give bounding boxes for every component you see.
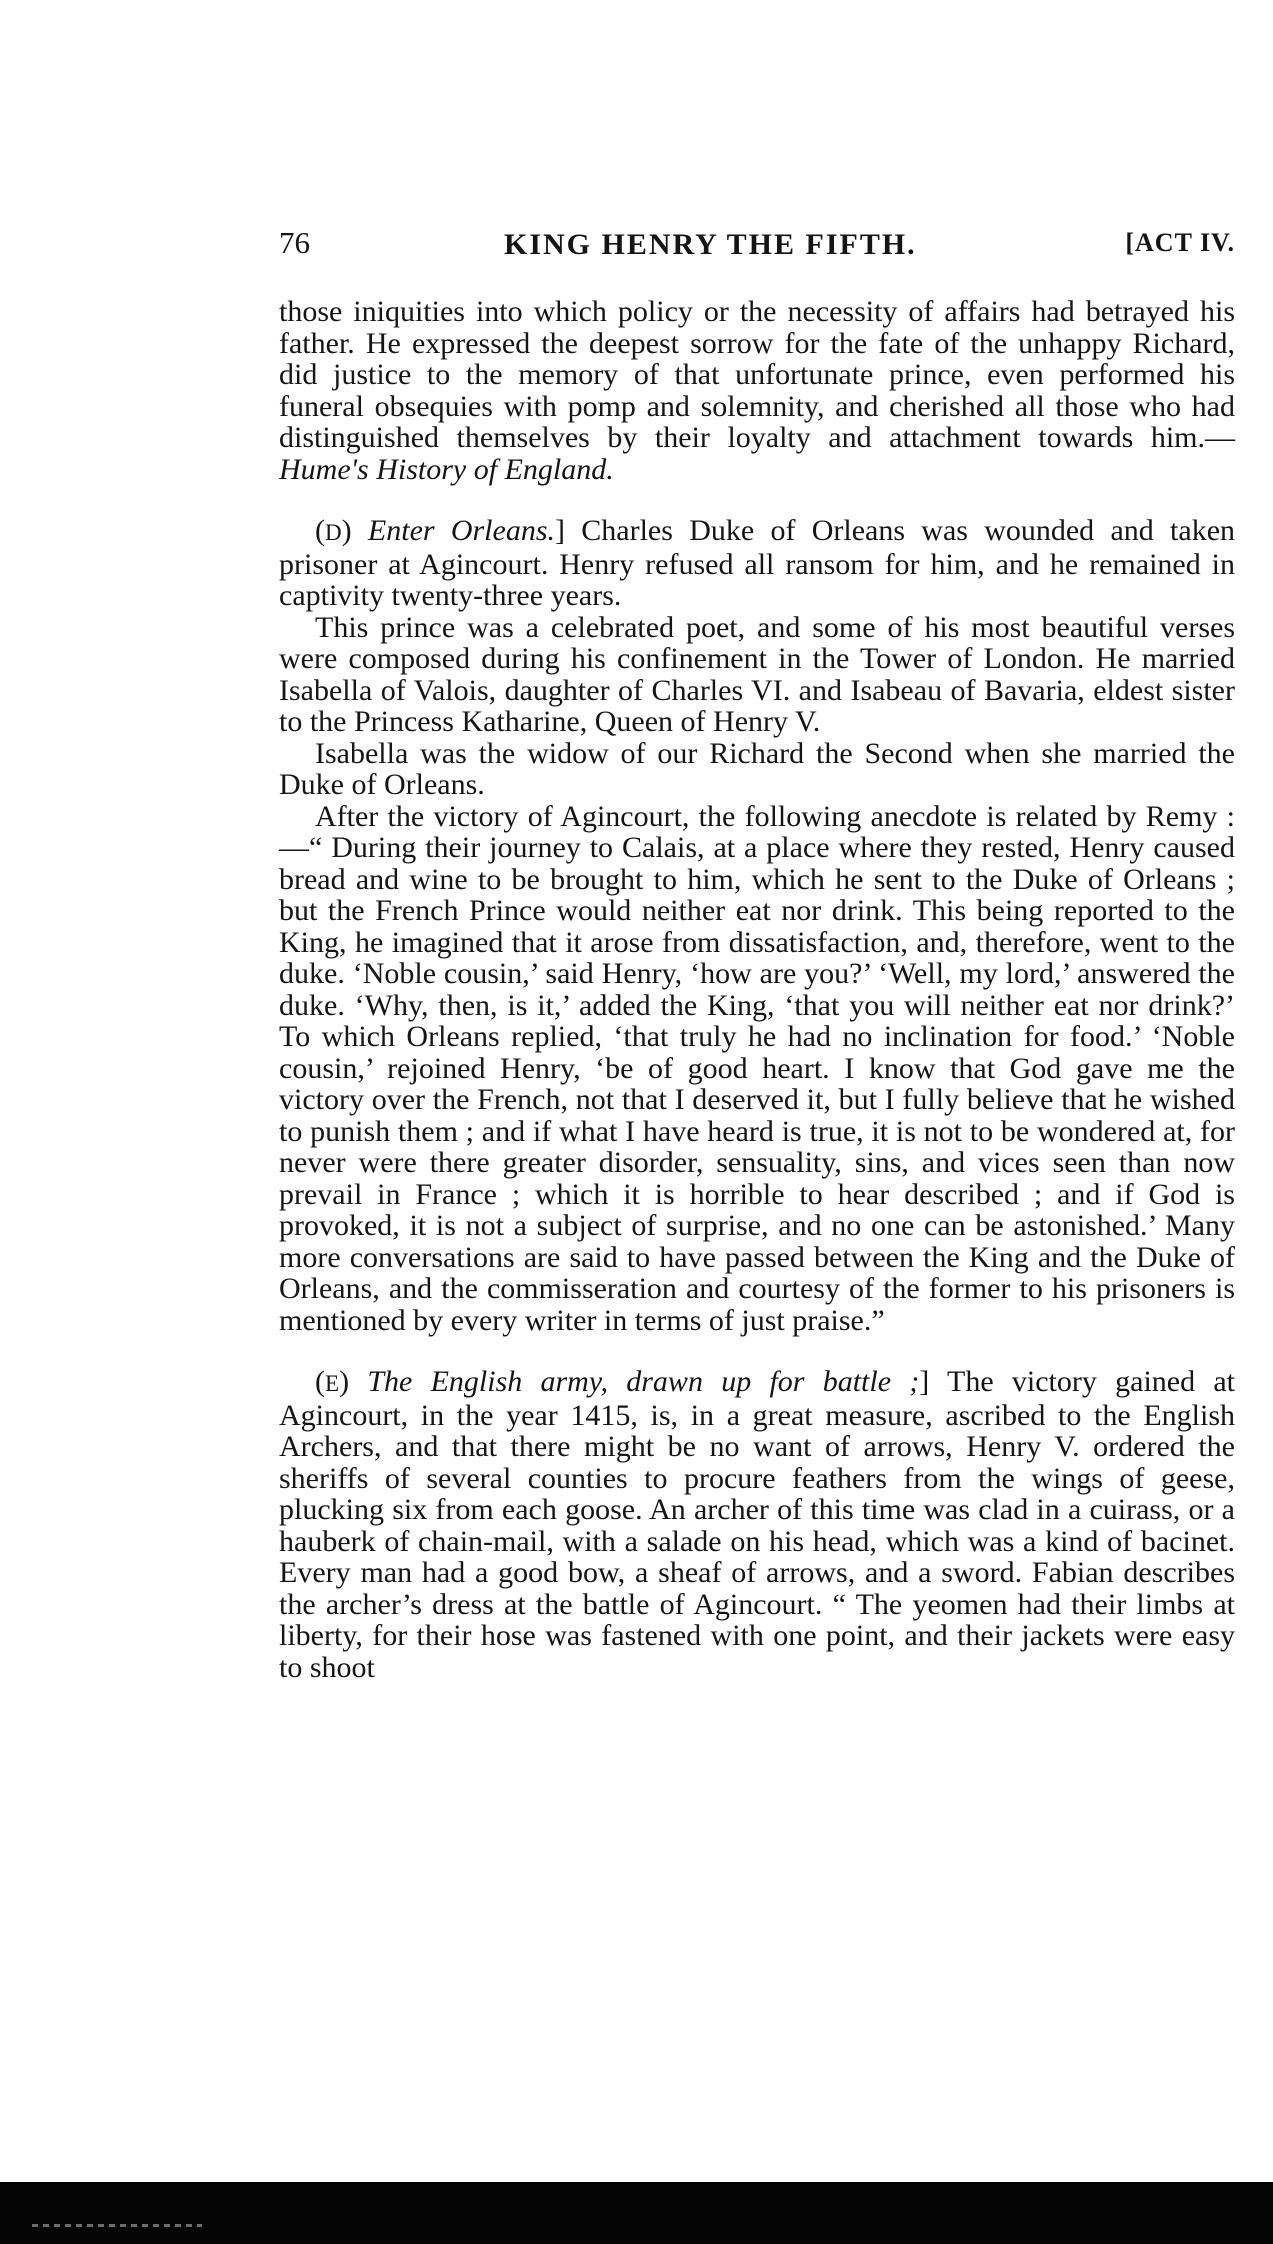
note-letter: E xyxy=(325,1371,340,1396)
paragraph-continuation xyxy=(279,296,1235,485)
note-text: Charles Duke of Orleans was wounded and taken prisoner at Agincourt. Henry refused all ransom for him, and he remained in captivity twenty-three years. xyxy=(279,514,1236,612)
paragraph-text: those iniquities into which policy or the necessity of affairs had betrayed his father. He expressed the deepest sorrow for the fate of the unhappy Richard, did justice to the memory of that unfortunate prince, even performed his funeral obsequies with pomp and solemnity, and cherished all those who had distinguished themselves by their loyalty and attachment towards him.— xyxy=(279,295,1235,454)
note-lemma: The English army, drawn up for battle ; xyxy=(367,1365,920,1398)
scan-footer-bar xyxy=(0,2182,1273,2244)
note-lemma: Enter Orleans. xyxy=(367,514,555,547)
note-bracket: ] xyxy=(919,1365,930,1398)
note-text: The victory gained at Agincourt, in the year 1415, is, in a great measure, ascribed to the English Archers, and that there might be no want of arrows, Henry V. ordered the sheriffs of several counties to procure feathers from the wings of geese, plucking six from each goose. An archer of this time was clad in a cuirass, or a hauberk of chain-mail, with a salade on his head, which was a kind of bacinet. Every man had a good bow, a sheaf of arrows, and a sword. Fabian describes the archer’s dress at the battle of Agincourt. “ The yeomen had their limbs at liberty, for their hose was fastened with one point, and their jackets were easy to shoot xyxy=(279,1365,1235,1684)
running-title: KING HENRY THE FIFTH. xyxy=(504,228,917,261)
note-bracket: ] xyxy=(555,514,565,547)
paragraph-anecdote: After the victory of Agincourt, the following anecdote is related by Remy :—“ During their journey to Calais, at a place where they rested, Henry caused bread and wine to be brought to him, which he sent to the Duke of Orleans ; but the French Prince would neither eat nor drink. This being reported to the King, he imagined that it arose from dissatisfaction, and, therefore, went to the duke. ‘Noble cousin,’ said Henry, ‘how are you?’ ‘Well, my lord,’ answered the duke. ‘Why, then, is it,’ added the King, ‘that you will neither eat nor drink?’ To which Orleans replied, ‘that truly he had no inclination for food.’ ‘Noble cousin,’ rejoined Henry, ‘be of good heart. I know that God gave me the victory over the French, not that I deserved it, but I fully believe that he wished to punish them ; and if what I have heard is true, it is not to be wondered at, for never were there greater disorder, sensuality, sins, and vices seen than now prevail in France ; which it is horrible to hear described ; and if God is provoked, it is not a subject of surprise, and no one can be astonished.’ Many more conversations are said to have passed between the King and the Duke of Orleans, and the commisseration and courtesy of the former to his prisoners is mentioned by every writer in terms of just praise.” xyxy=(279,799,1235,1337)
page-body xyxy=(279,296,1235,1683)
note-d xyxy=(279,515,1235,612)
note-letter: D xyxy=(325,520,342,545)
note-letter-open: ( xyxy=(315,1365,325,1398)
scan-footer-marks xyxy=(32,2224,202,2227)
note-letter-open: ( xyxy=(315,514,325,547)
citation: Hume's History of England. xyxy=(279,452,614,486)
note-letter-close: ) xyxy=(341,514,352,547)
paragraph-widow: Isabella was the widow of our Richard the Second when she married the Duke of Orleans. xyxy=(279,736,1235,801)
paragraph-poet: This prince was a celebrated poet, and some of his most beautiful verses were composed during his confinement in the Tower of London. He married Isabella of Valois, daughter of Charles VI. and Isabeau of Bavaria, eldest sister to the Princess Katharine, Queen of Henry V. xyxy=(279,610,1235,738)
page-number: 76 xyxy=(279,225,310,260)
running-head xyxy=(279,225,1235,269)
act-label: [ACT IV. xyxy=(1125,228,1235,257)
note-letter-close: ) xyxy=(339,1365,350,1398)
note-e xyxy=(279,1366,1235,1683)
